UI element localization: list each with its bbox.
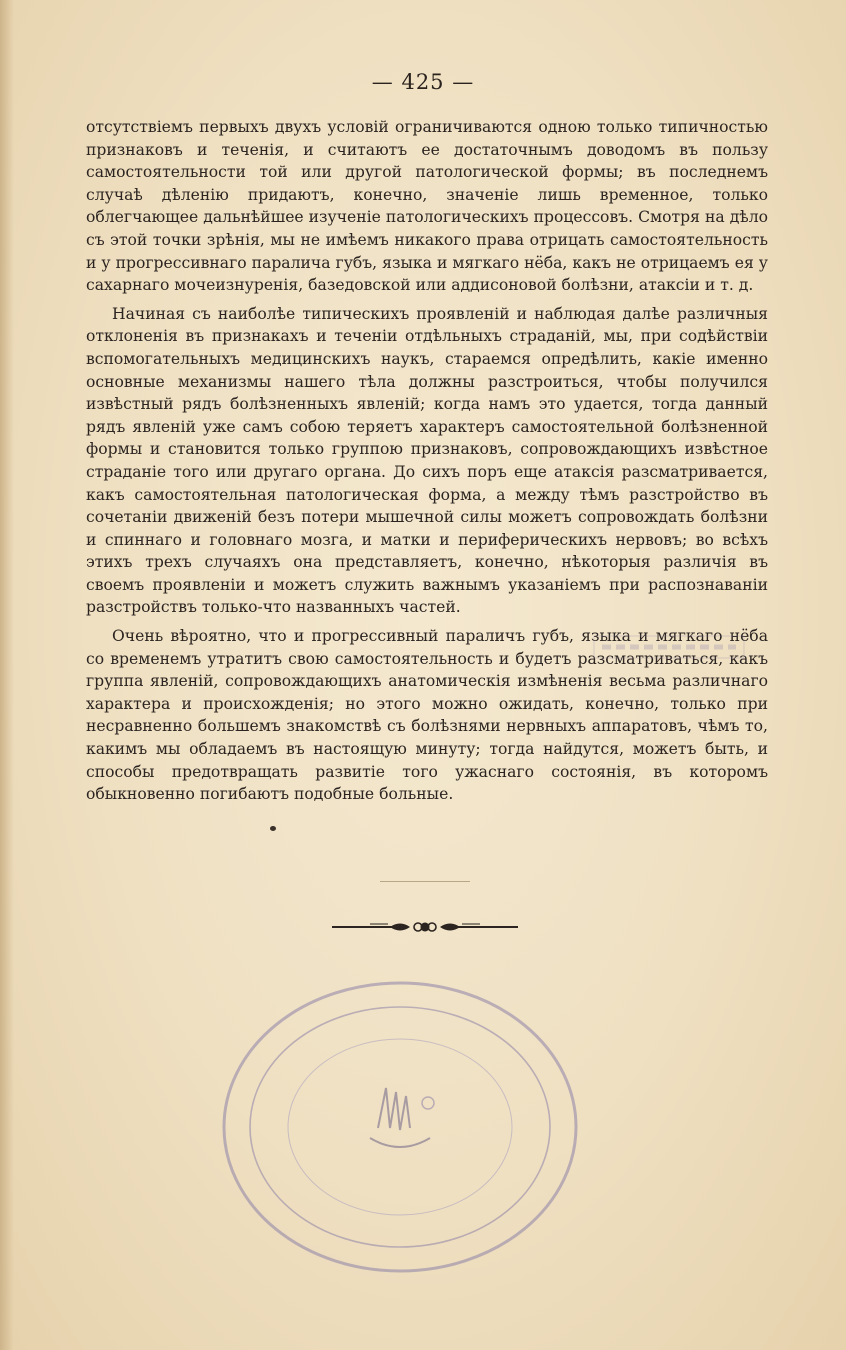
paragraph-2: Начиная съ наиболѣе типическихъ проявленій и наблюдая далѣе различныя отклоненія въ признакахъ и теченіи отдѣльныхъ страданій, мы, при содѣйствіи вспомогательныхъ медицинскихъ наукъ, стараемся опредѣлить, какіе именно основные механизмы нашего тѣла должны разстроиться, чтобы получился извѣстный рядъ болѣзненныхъ явленій; когда намъ это удается, тогда данный рядъ явленій уже самъ собою теряетъ характеръ самостоятельной болѣзненной формы и становится только группою признаковъ, сопровождающихъ извѣстное страданіе того или другаго органа. До сихъ поръ еще атаксія разсматривается, какъ самостоятельная патологическая форма, а между тѣмъ разстройство въ сочетаніи движеній безъ потери мышечной силы можетъ сопровождать болѣзни и спиннаго и головнаго мозга, и матки и периферическихъ нервовъ; во всѣхъ этихъ трехъ случаяхъ она представляетъ, конечно, нѣкоторыя различія въ своемъ проявленіи и можетъ служить важнымъ указаніемъ при распознаваніи разстройствъ только-что названныхъ частей. [86,304,768,617]
paragraph-1: отсутствіемъ первыхъ двухъ условій ограничиваются одною только типичностью признаковъ и теченія, и считаютъ ее достаточнымъ доводомъ въ пользу самостоятельности той или другой патологической формы; въ последнемъ случаѣ дѣленію придаютъ, конечно, значеніе лишь временное, только облегчающее дальнѣйшее изученіе патологическихъ процессовъ. Смотря на дѣло съ этой точки зрѣнія, мы не имѣемъ никакого права отрицать самостоятельность и у прогрессивнаго паралича губъ, языка и мягкаго нёба, какъ не отрицаемъ ея у сахарнаго мочеизнуренія, базедовской или аддисоновой болѣзни, атаксіи и т. д. [86,118,768,295]
library-stamp-icon [220,978,580,1276]
ornament-rule-icon [330,916,520,938]
paragraph-3: Очень вѣроятно, что и прогрессивный параличъ губъ, языка и мягкаго нёба со временемъ утратитъ свою самостоятельность и будетъ разсматриваться, какъ группа явленій, сопровождающихъ анатомическія измѣненія весьма различнаго характера и происхожденія; но этого можно ожидать, конечно, только при несравненно большемъ знакомствѣ съ болѣзнями нервныхъ аппаратовъ, чѣмъ то, какимъ мы обладаемъ въ настоящую минуту; тогда найдутся, можетъ быть, и способы предотвращать развитіе того ужаснаго состоянія, въ которомъ обыкновенно погибаютъ подобные больные. [86,627,768,804]
thin-rule-divider [380,881,470,882]
page-number: — 425 — [371,70,475,94]
body-text [86,116,768,812]
ink-dot [270,826,276,831]
page-edge-shadow [0,0,14,1350]
bleed-through-mark-icon [590,630,750,664]
